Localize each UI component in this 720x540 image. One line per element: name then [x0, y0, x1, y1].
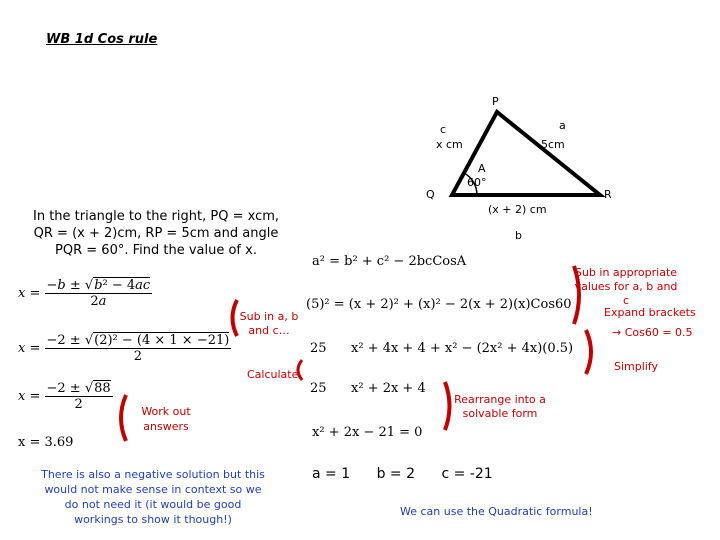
value-a: a = 1: [312, 466, 351, 482]
note-cos60: → Cos60 = 0.5: [612, 326, 693, 339]
vertex-r: R: [604, 188, 612, 201]
side-a-label: a: [559, 119, 566, 132]
bracket-work-out: [121, 395, 126, 441]
note-rearrange: Rearrange into a solvable form: [454, 393, 546, 420]
bracket-simplify: [586, 330, 591, 374]
eq-step4: x² + 2x − 21 = 0: [312, 425, 423, 440]
eq-step2-rhs: x² + 4x + 4 + x² − (2x² + 4x)(0.5): [351, 341, 574, 356]
eq-step2-lhs: 25: [310, 341, 327, 356]
eq-step3-lhs: 25: [310, 381, 327, 396]
quadratic-simplified: x = $\frac{-2 \pm √88}{2}$: [18, 381, 111, 412]
note-sub-values: Sub in appropriate values for a, b and c: [574, 266, 678, 307]
vertex-q: Q: [426, 188, 435, 201]
bracket-rearrange: [445, 382, 450, 430]
bracket-calculate: [298, 360, 302, 380]
side-c-label: c: [440, 123, 447, 136]
abc-values: [312, 466, 515, 482]
side-b-length: (x + 2) cm: [488, 203, 547, 216]
side-b-label: b: [515, 229, 522, 242]
page-title: WB 1d Cos rule: [46, 32, 158, 47]
bracket-sub: [233, 300, 238, 336]
note-work-out: Work out answers: [141, 405, 191, 433]
quadratic-note: We can use the Quadratic formula!: [400, 505, 593, 518]
value-c: c = -21: [441, 466, 493, 482]
eq-step3-rhs: x² + 2x + 4: [351, 381, 426, 396]
quadratic-substituted: x = $\frac{\text{−2 ± √(2)² − (4 × 1 × −21)}}{2}$: [18, 333, 230, 364]
eq-step1: (5)² = (x + 2)² + (x)² − 2(x + 2)(x)Cos60: [306, 297, 572, 312]
side-a-length: 5cm: [541, 138, 565, 151]
note-expand: Expand brackets: [604, 306, 696, 319]
note-simplify: Simplify: [614, 360, 659, 373]
answer: x = 3.69: [18, 435, 74, 450]
angle-label: A: [478, 162, 486, 175]
value-b: b = 2: [376, 466, 416, 482]
side-c-length: x cm: [436, 138, 463, 151]
note-calculate: Calculate: [247, 368, 299, 381]
vertex-p: P: [492, 95, 499, 108]
eq-cos-rule: a² = b² + c² − 2bcCosA: [312, 254, 467, 269]
angle-value: 60°: [467, 176, 487, 189]
problem-text: In the triangle to the right, PQ = xcm, QR = (x + 2)cm, RP = 5cm and angle PQR = 60°. Find the value of x.: [32, 209, 280, 258]
note-sub-abc: Sub in a, b and c…: [239, 310, 299, 337]
negative-solution-note: There is also a negative solution but this would not make sense in context so we do not need it (it would be good workings to show it though!): [41, 468, 265, 526]
quadratic-formula: x = $\frac{\text{−b ± √b² − 4ac}}{2a}$: [18, 278, 151, 309]
